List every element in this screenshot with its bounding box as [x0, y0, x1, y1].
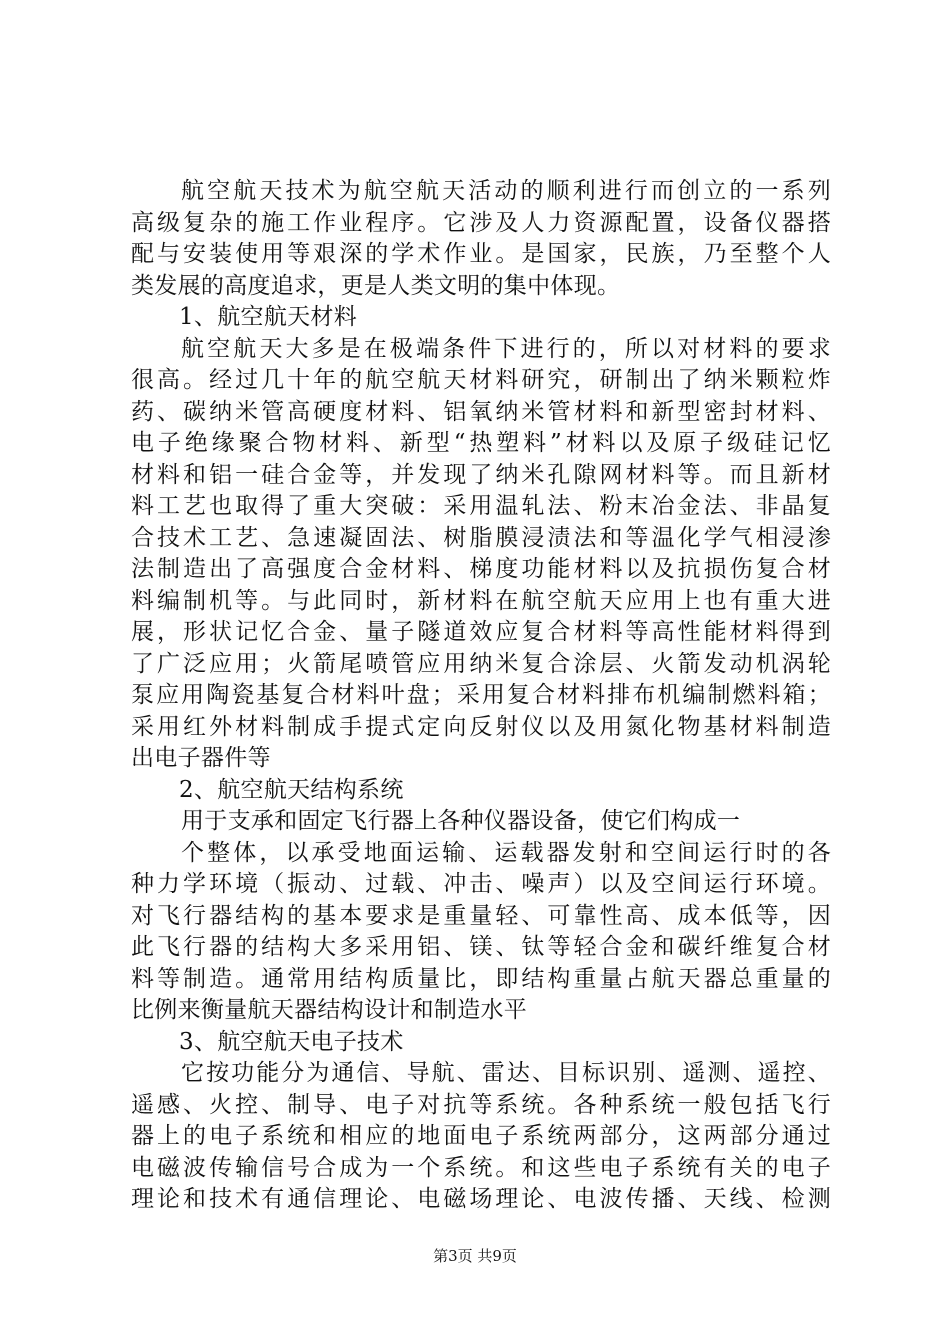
section-heading: 1、航空航天材料: [179, 304, 358, 330]
paragraph-line: 器上的电子系统和相应的地面电子系统两部分，这两部分通过: [131, 1123, 831, 1149]
paragraph-line: 理论和技术有通信理论、电磁场理论、电波传播、天线、检测: [131, 1186, 831, 1212]
paragraph-line: 种力学环境（振动、过载、冲击、噪声）以及空间运行环境。: [131, 871, 831, 897]
paragraph-line: 展，形状记忆合金、量子隧道效应复合材料等高性能材料得到: [131, 619, 831, 645]
paragraph-line: 药、碳纳米管高硬度材料、铝氧纳米管材料和新型密封材料、: [131, 398, 831, 425]
paragraph-line: 料编制机等。与此同时，新材料在航空航天应用上也有重大进: [131, 587, 831, 614]
paragraph-line: 此飞行器的结构大多采用铝、镁、钛等轻合金和碳纤维复合材: [131, 934, 831, 960]
paragraph-line: 航空航天大多是在极端条件下进行的，所以对材料的要求: [181, 335, 831, 362]
page-footer: 第3页 共9页: [433, 1247, 517, 1265]
paragraph-line: 它按功能分为通信、导航、雷达、目标识别、遥测、遥控、: [181, 1060, 831, 1086]
section-heading: 2、航空航天结构系统: [179, 776, 404, 803]
paragraph-line: 遥感、火控、制导、电子对抗等系统。各种系统一般包括飞行: [131, 1091, 831, 1118]
paragraph-line: 材料和铝一硅合金等，并发现了纳米孔隙网材料等。而且新材: [131, 461, 831, 488]
paragraph-line: 料等制造。通常用结构质量比，即结构重量占航天器总重量的: [131, 965, 831, 992]
paragraph-line: 航空航天技术为航空航天活动的顺利进行而创立的一系列: [181, 178, 831, 204]
document-body: [131, 176, 831, 1216]
paragraph-line: 合技术工艺、急速凝固法、树脂膜浸渍法和等温化学气相浸渗: [131, 524, 831, 551]
paragraph-line: 泵应用陶瓷基复合材料叶盘；采用复合材料排布机编制燃料箱；: [131, 682, 831, 708]
paragraph-line: 用于支承和固定飞行器上各种仪器设备，使它们构成一: [181, 808, 741, 834]
paragraph-line: 高级复杂的施工作业程序。它涉及人力资源配置，设备仪器搭: [131, 209, 831, 236]
paragraph-line: 个整体，以承受地面运输、运载器发射和空间运行时的各: [181, 839, 831, 866]
paragraph-line: 出电子器件等: [131, 745, 271, 771]
paragraph-line: 对飞行器结构的基本要求是重量轻、可靠性高、成本低等，因: [131, 902, 831, 929]
paragraph-line: 采用红外材料制成手提式定向反射仪以及用氮化物基材料制造: [131, 713, 831, 740]
paragraph-line: 配与安装使用等艰深的学术作业。是国家，民族，乃至整个人: [131, 241, 831, 267]
paragraph-line: 了广泛应用；火箭尾喷管应用纳米复合涂层、火箭发动机涡轮: [131, 650, 831, 677]
paragraph-line: 比例来衡量航天器结构设计和制造水平: [131, 997, 528, 1023]
paragraph-line: 法制造出了高强度合金材料、梯度功能材料以及抗损伤复合材: [131, 556, 831, 582]
paragraph-line: 类发展的高度追求，更是人类文明的集中体现。: [131, 272, 621, 299]
section-heading: 3、航空航天电子技术: [179, 1028, 404, 1055]
paragraph-line: 电子绝缘聚合物材料、新型“热塑料”材料以及原子级硅记忆: [131, 430, 831, 456]
paragraph-line: 很高。经过几十年的航空航天材料研究，研制出了纳米颗粒炸: [131, 367, 831, 393]
paragraph-line: 电磁波传输信号合成为一个系统。和这些电子系统有关的电子: [131, 1154, 831, 1181]
paragraph-line: 料工艺也取得了重大突破：采用温轧法、粉末冶金法、非晶复: [131, 493, 831, 519]
